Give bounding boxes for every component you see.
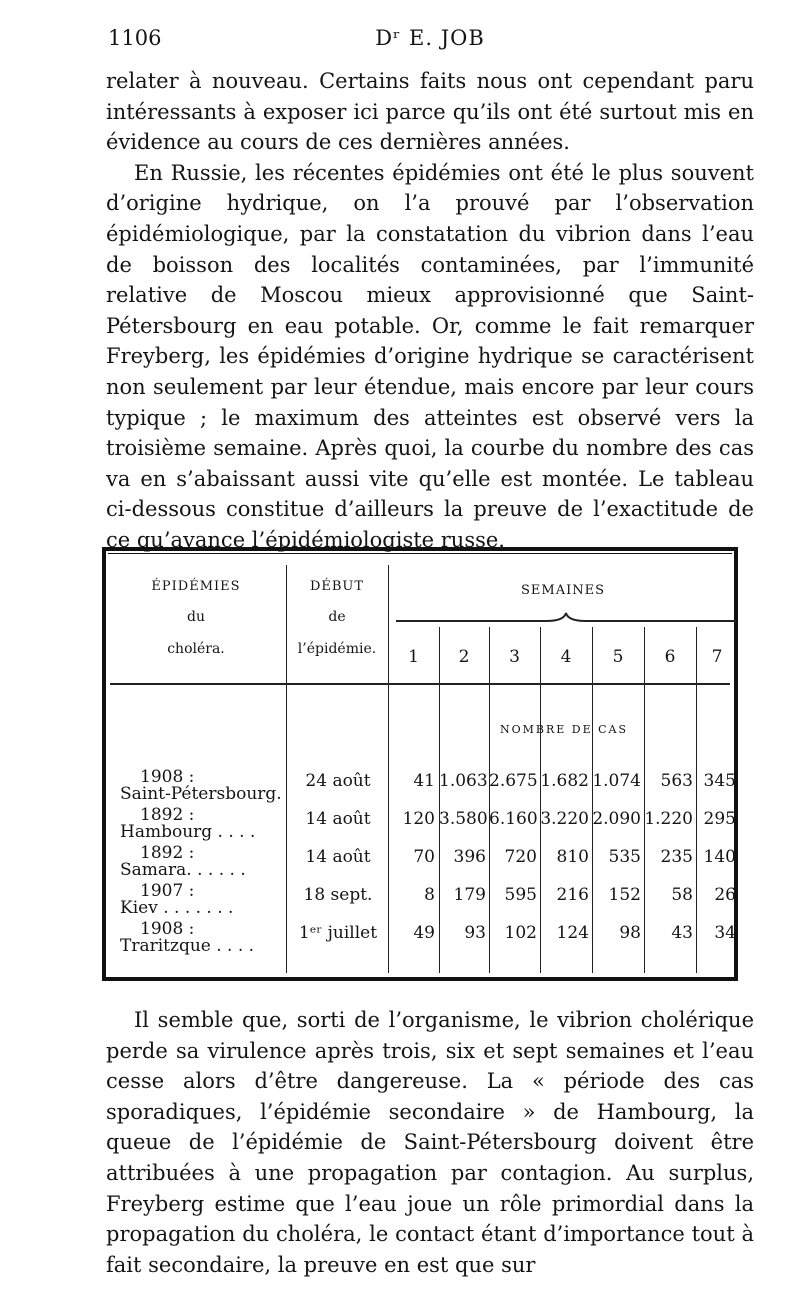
- col-start-header: DÉBUT: [309, 579, 365, 594]
- week-number: 7: [711, 647, 723, 667]
- start-date: 14 août: [305, 847, 371, 867]
- table-col-divider: [286, 565, 287, 973]
- week-number: 6: [664, 647, 676, 667]
- page-header: [108, 26, 752, 56]
- week-number: 2: [458, 647, 470, 667]
- weeks-brace: [396, 611, 736, 629]
- start-date: 1ᵉʳ juillet: [298, 923, 378, 943]
- paragraph-intro-text: relater à nouveau. Certains faits nous ont cependant paru intéressants à exposer ici parce qu’ils ont été surtout mis en évidence au cours de ces dernières années.: [106, 69, 754, 155]
- table-row-label: 1892 : Samara. . . . . .: [120, 843, 246, 880]
- table-col-divider: [388, 565, 389, 973]
- unit-label: NOMBRE DE CAS: [499, 723, 629, 736]
- table-row-label: 1908 : Traritzque . . . .: [120, 919, 255, 956]
- weeks-header: SEMAINES: [520, 583, 605, 598]
- start-date: 24 août: [305, 771, 371, 791]
- page-number: 1106: [108, 26, 162, 50]
- running-head-author: Dʳ E. JOB: [375, 26, 485, 50]
- paragraph-intro: [106, 66, 754, 556]
- header-rule: [110, 683, 730, 685]
- start-date: 14 août: [305, 809, 371, 829]
- week-number: 5: [612, 647, 624, 667]
- week-number: 4: [560, 647, 572, 667]
- col-epidemics-header: ÉPIDÉMIES: [151, 579, 241, 594]
- start-date: 18 sept.: [303, 885, 373, 905]
- paragraph-conclusion-text: Il semble que, sorti de l’organisme, le vibrion cholérique perde sa virulence après trois, six et sept semaines et l’eau cesse alors d’être dangereuse. La « période des cas sporadiques, l’épidémie secondaire » de Hambourg, la queue de l’épidémie de Saint-Pétersbourg doivent être attribuées à une propagation par contagion. Au surplus, Freyberg estime que l’eau joue un rôle primordial dans la propagation du choléra, le contact étant d’importance tout à fait secondaire, la preuve en est que sur: [106, 1008, 754, 1277]
- week-number: 1: [408, 647, 419, 667]
- table-row-label: 1907 : Kiev . . . . . . .: [120, 881, 234, 918]
- table-row-label: 1908 : Saint-Pétersbourg.: [120, 767, 282, 804]
- cholera-table: ÉPIDÉMIES du choléra. DÉBUT de l’épidémie. SEMAINES 1 2 3 4 5 6 7 NOMBRE DE CAS 1908 : Saint-Pétersbourg. 24 août 41 1.063 2.675 1.682 1.074 563 345 1892 : Hambourg . . . . 14 août 120 3.580 6.160 3.220 2.090 1.220 295 1892 : Samara. . . . . . 14 août 70 396 720 810 535 235 140 1907 : Kiev . . . . . . . 18 sept. 8 179 595 216 152 58 26 1908 : Traritzque . . . . 1ᵉʳ juillet 49 93 102 124 98 43 34: [102, 547, 738, 981]
- paragraph-russia-text: En Russie, les récentes épidémies ont été le plus souvent d’origine hydrique, on l’a prouvé par l’observation épidémiologique, par la constatation du vibrion dans l’eau de boisson des localités contaminées, par l’immunité relative de Moscou mieux approvisionné que Saint-Pétersbourg en eau potable. Or, comme le fait remarquer Freyberg, les épidémies d’origine hydrique se caractérisent non seulement par leur étendue, mais encore par leur cours typique ; le maximum des atteintes est observé vers la troisième semaine. Après quoi, la courbe du nombre des cas va en s’abaissant aussi vite qu’elle est montée. Le tableau ci-dessous constitue d’ailleurs la preuve de l’exactitude de ce qu’avance l’épidémiologiste russe.: [106, 160, 754, 552]
- paragraph-conclusion: [106, 1005, 754, 1280]
- table-row-label: 1892 : Hambourg . . . .: [120, 805, 256, 842]
- week-number: 3: [509, 647, 520, 667]
